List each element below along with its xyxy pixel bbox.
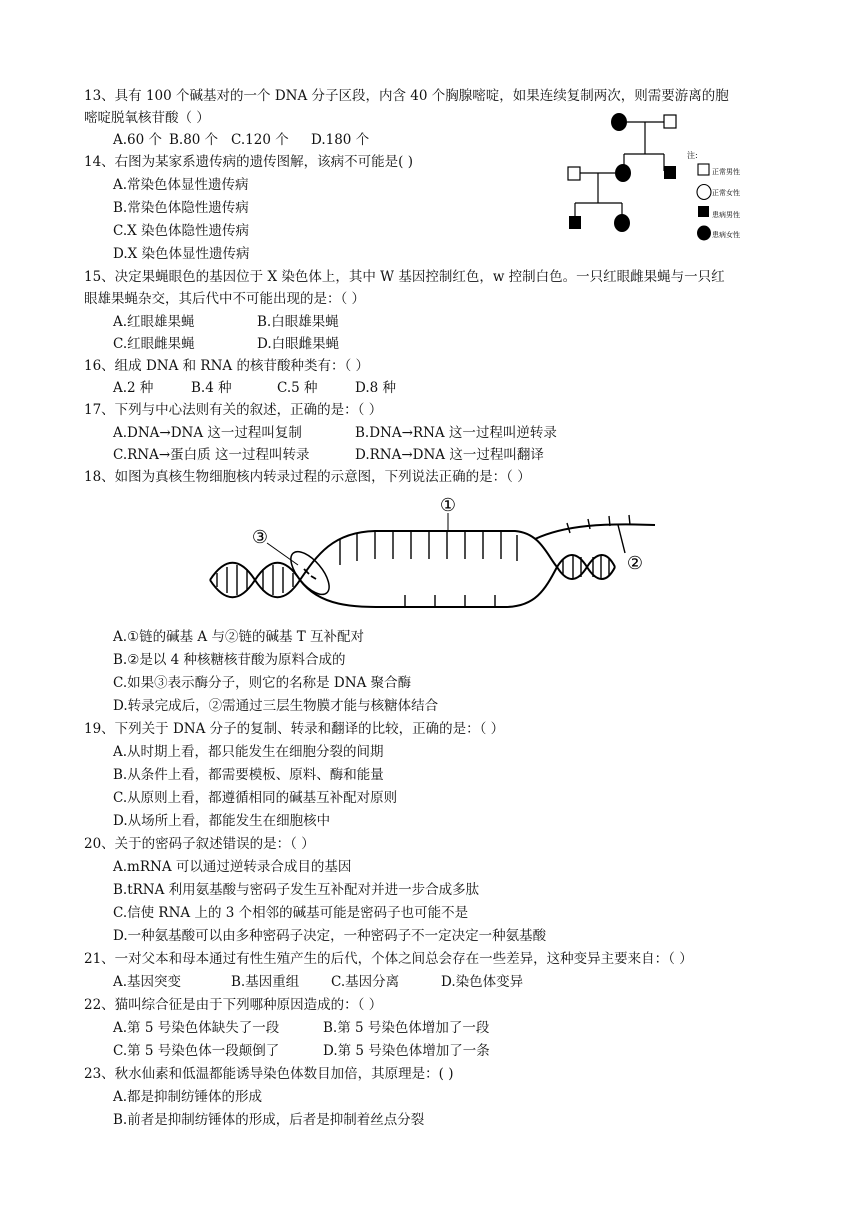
q17-options-row1: [113, 423, 557, 443]
q23-option-b: B.前者是抑制纺锤体的形成，后者是抑制着丝点分裂: [113, 1112, 425, 1128]
q19-option-d: D.从场所上看，都能发生在细胞核中: [113, 813, 331, 829]
legend-affected-male-icon: [698, 206, 709, 217]
q23-option-a: A.都是抑制纺锤体的形成: [113, 1089, 263, 1105]
legend-normal-male-label: 正常男性: [712, 168, 740, 176]
legend-normal-male-icon: [698, 164, 709, 175]
pedigree-gen2-normal-male: [568, 167, 580, 180]
legend-normal-female-icon: [697, 185, 711, 200]
q17-option-b: B.DNA→RNA 这一过程叫逆转录: [355, 425, 557, 441]
q14-option-b: B.常染色体隐性遗传病: [113, 200, 249, 216]
q22-option-b: B.第 5 号染色体增加了一段: [323, 1020, 490, 1036]
pedigree-gen3-affected-male: [569, 216, 581, 229]
q20-option-d: D.一种氨基酸可以由多种密码子决定，一种密码子不一定决定一种氨基酸: [113, 928, 547, 944]
pedigree-gen1-normal-male: [664, 115, 676, 128]
q16-option-d: D.8 种: [355, 380, 397, 396]
q16-stem: 16、组成 DNA 和 RNA 的核苷酸种类有：（ ）: [84, 358, 369, 374]
q14-option-d: D.X 染色体显性遗传病: [113, 246, 250, 262]
q14-option-a: A.常染色体显性遗传病: [113, 177, 249, 193]
q22-option-a: A.第 5 号染色体缺失了一段: [113, 1020, 280, 1036]
q20-option-a: A.mRNA 可以通过逆转录合成目的基因: [113, 859, 352, 875]
q21-option-a: A.基因突变: [113, 974, 182, 990]
q17-options-row2: [113, 445, 544, 465]
q21-option-b: B.基因重组: [231, 974, 300, 990]
q19-stem: 19、下列关于 DNA 分子的复制、转录和翻译的比较，正确的是：（ ）: [84, 721, 505, 737]
q15-option-c: C.红眼雌果蝇: [113, 336, 195, 352]
q22-options-row1: [113, 1018, 489, 1038]
q18-option-c: C.如果③表示酶分子，则它的名称是 DNA 聚合酶: [113, 675, 412, 691]
q21-option-d: D.染色体变异: [441, 974, 524, 990]
q22-option-c: C.第 5 号染色体一段颠倒了: [113, 1043, 280, 1059]
q15-options-row2: [113, 334, 339, 354]
q20-stem: 20、关于的密码子叙述错误的是：（ ）: [84, 836, 315, 852]
legend-affected-male-label: 患病男性: [712, 211, 740, 219]
q18-option-d: D.转录完成后，②需通过三层生物膜才能与核糖体结合: [113, 698, 439, 714]
legend-normal-female-label: 正常女性: [712, 189, 740, 197]
figure-label-3: ③: [251, 527, 269, 548]
q19-option-b: B.从条件上看，都需要模板、原料、酶和能量: [113, 767, 384, 783]
q16-option-b: B.4 种: [191, 380, 232, 396]
legend-affected-female-label: 患病女性: [712, 231, 740, 239]
q13-options: [113, 130, 369, 150]
q13-option-b: B.80 个: [169, 132, 219, 148]
q23-stem: 23、秋水仙素和低温都能诱导染色体数目加倍，其原理是：( ): [84, 1066, 454, 1082]
q22-stem: 22、猫叫综合征是由于下列哪种原因造成的：（ ）: [84, 997, 383, 1013]
q15-option-a: A.红眼雄果蝇: [113, 314, 195, 330]
q16-option-c: C.5 种: [277, 380, 318, 396]
q14-option-c: C.X 染色体隐性遗传病: [113, 223, 250, 239]
q15-stem-line2: 眼雄果蝇杂交，其后代中不可能出现的是：（ ）: [84, 291, 366, 307]
q22-option-d: D.第 5 号染色体增加了一条: [323, 1043, 490, 1059]
enzyme-ellipse: [284, 545, 336, 600]
transcription-diagram: [205, 495, 665, 620]
q22-options-row2: [113, 1041, 490, 1061]
pedigree-gen1-affected-female: [611, 113, 627, 131]
pedigree-figure: [560, 105, 760, 245]
pedigree-gen2-affected-female: [615, 164, 631, 182]
q18-stem: 18、如图为真核生物细胞核内转录过程的示意图，下列说法正确的是：（ ）: [84, 469, 531, 485]
q15-stem-line1: 15、决定果蝇眼色的基因位于 X 染色体上，其中 W 基因控制红色，w 控制白色。一只红眼雌果蝇与一只红: [84, 269, 725, 285]
q20-option-b: B.tRNA 利用氨基酸与密码子发生互补配对并进一步合成多肽: [113, 882, 480, 898]
q18-option-b: B.②是以 4 种核糖核苷酸为原料合成的: [113, 652, 346, 668]
q21-options: [113, 972, 523, 992]
q14-stem: 14、右图为某家系遗传病的遗传图解，该病不可能是( ): [84, 154, 414, 170]
q19-option-c: C.从原则上看，都遵循相同的碱基互补配对原则: [113, 790, 398, 806]
q16-option-a: A.2 种: [113, 380, 154, 396]
q17-option-c: C.RNA→蛋白质 这一过程叫转录: [113, 447, 310, 463]
pedigree-gen3-affected-female: [614, 214, 630, 232]
q15-options-row1: [113, 312, 339, 332]
q17-option-a: A.DNA→DNA 这一过程叫复制: [113, 425, 302, 441]
q18-option-a: A.①链的碱基 A 与②链的碱基 T 互补配对: [113, 629, 365, 645]
figure-label-2: ②: [626, 553, 644, 574]
q13-option-a: A.60 个: [113, 132, 163, 148]
figure-label-1: ①: [439, 495, 457, 516]
q17-option-d: D.RNA→DNA 这一过程叫翻译: [355, 447, 544, 463]
q13-option-d: D.180 个: [311, 132, 370, 148]
q17-stem: 17、下列与中心法则有关的叙述，正确的是：（ ）: [84, 402, 383, 418]
q20-option-c: C.信使 RNA 上的 3 个相邻的碱基可能是密码子也可能不是: [113, 905, 469, 921]
pedigree-legend-title: 注:: [687, 151, 698, 160]
q21-option-c: C.基因分离: [331, 974, 400, 990]
q15-option-d: D.白眼雌果蝇: [257, 336, 340, 352]
q13-stem-line1: 13、具有 100 个碱基对的一个 DNA 分子区段，内含 40 个胸腺嘧啶，如果连续复制两次，则需要游离的胞: [84, 88, 729, 104]
q15-option-b: B.白眼雄果蝇: [257, 314, 339, 330]
q13-option-c: C.120 个: [231, 132, 289, 148]
q13-stem-line2: 嘧啶脱氧核苷酸（ ）: [84, 110, 210, 126]
legend-affected-female-icon: [697, 226, 711, 241]
pedigree-gen2-affected-male: [664, 166, 676, 179]
q16-options: [113, 378, 396, 398]
q21-stem: 21、一对父本和母本通过有性生殖产生的后代，个体之间总会存在一些差异，这种变异主要来自：（ ）: [84, 951, 693, 967]
q19-option-a: A.从时期上看，都只能发生在细胞分裂的间期: [113, 744, 384, 760]
